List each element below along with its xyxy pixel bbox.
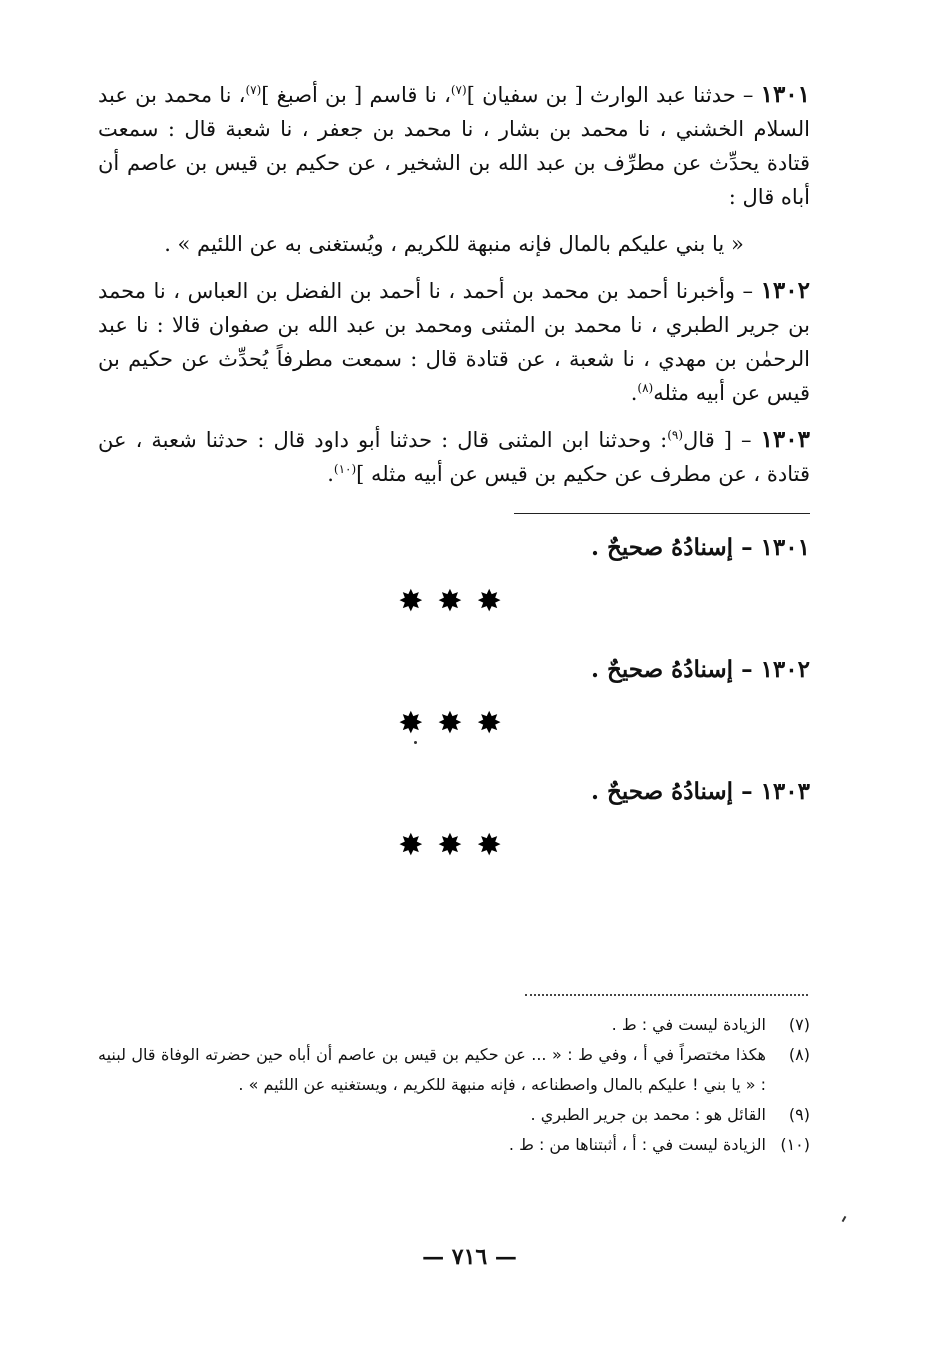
hadith-1301 xyxy=(98,78,810,214)
footnote-number: (٧) xyxy=(788,1015,810,1034)
hadith-text: – [ قال xyxy=(683,428,761,452)
footnote-ref[interactable]: (٧) xyxy=(245,83,262,97)
scan-speck xyxy=(414,741,417,744)
star-icon: ✸ xyxy=(437,584,471,619)
hadith-text: – حدثنا عبد الوارث [ بن سفيان ] xyxy=(466,83,761,107)
hadith-text: : وحدثنا ابن المثنى قال : حدثنا أبو داود قال : حدثنا شعبة ، عن قتادة ، عن مطرف عن حكيم بن قيس عن أبيه مثله ] xyxy=(98,428,810,486)
footnote-number: (٨) xyxy=(788,1045,810,1064)
footnote-9 xyxy=(98,1100,810,1130)
footnote-7 xyxy=(98,1010,810,1040)
footnote-ref[interactable]: (٧) xyxy=(450,83,467,97)
star-icon: ✸ xyxy=(437,706,471,741)
page-body xyxy=(98,78,810,880)
footnote-8 xyxy=(98,1040,810,1100)
hadith-quote: « يا بني عليكم بالمال فإنه منبهة للكريم ، ويُستغنى به عن اللئيم » . xyxy=(164,232,744,256)
footnote-number: (١٠) xyxy=(780,1135,810,1154)
footnote-text: الزيادة ليست في : أ ، أثبتناها من : ط . xyxy=(508,1135,766,1154)
hadith-number: ١٣٠٢ xyxy=(760,277,810,304)
scan-speck xyxy=(842,1216,847,1222)
footnote-number: (٩) xyxy=(788,1105,810,1124)
hadith-text: ، نا قاسم [ بن أصبغ ] xyxy=(261,83,451,107)
grading-1302 xyxy=(98,650,810,690)
footnote-text: القائل هو : محمد بن جرير الطبري . xyxy=(530,1105,766,1124)
footnote-ref[interactable]: (٨) xyxy=(637,381,654,395)
footnotes xyxy=(98,1010,810,1160)
grading-text: – إسنادُهُ صحيحٌ . xyxy=(590,656,761,683)
footnote-ref[interactable]: (٩) xyxy=(667,428,684,442)
hadith-text: – وأخبرنا أحمد بن محمد بن أحمد ، نا أحمد بن الفضل بن العباس ، نا محمد بن جرير الطبري ، نا محمد بن المثنى ومحمد بن عبد الله بن صفوان قالا : نا عبد الرحمٰن بن مهدي ، نا شعبة ، عن قتادة قال : سمعت مطرفاً يُحدِّث عن حكيم بن قيس عن أبيه مثله xyxy=(98,279,810,405)
hadith-number: ١٣٠٣ xyxy=(760,426,810,453)
grading-text: – إسنادُهُ صحيحٌ . xyxy=(590,534,761,561)
star-icon: ✸ xyxy=(398,706,432,741)
star-icon: ✸ xyxy=(437,828,471,863)
footnote-10 xyxy=(98,1130,810,1160)
star-icon: ✸ xyxy=(398,828,432,863)
star-icon: ✸ xyxy=(476,584,510,619)
star-separator xyxy=(98,690,810,758)
grading-number: ١٣٠٢ xyxy=(760,656,810,683)
hadith-1303 xyxy=(98,423,810,491)
hadith-text: ، نا محمد بن عبد السلام الخشني ، نا محمد بن بشار ، نا محمد بن جعفر ، نا شعبة قال : سمعت قتادة يحدِّث عن مطرِّف بن عبد الله بن الشخير ، عن حكيم بن قيس بن عاصم أن أباه قال : xyxy=(98,83,810,209)
star-separator xyxy=(98,812,810,880)
grading-1301 xyxy=(98,528,810,568)
hadith-number: ١٣٠١ xyxy=(760,81,811,108)
grading-1303 xyxy=(98,772,810,812)
section-divider xyxy=(514,513,810,514)
page-number: — ٧١٦ — xyxy=(422,1244,517,1270)
grading-text: – إسنادُهُ صحيحٌ . xyxy=(590,778,761,805)
grading-number: ١٣٠١ xyxy=(760,534,810,561)
star-separator xyxy=(98,568,810,636)
star-icon: ✸ xyxy=(398,584,432,619)
footnote-ref[interactable]: (١٠) xyxy=(333,462,357,476)
hadith-text: . xyxy=(327,462,334,486)
star-icon: ✸ xyxy=(476,706,510,741)
footnote-text: الزيادة ليست في : ط . xyxy=(611,1015,766,1034)
hadith-text: . xyxy=(630,381,638,405)
footnote-text: هكذا مختصراً في أ ، وفي ط : « ... عن حكيم بن قيس بن عاصم أن أباه حين حضرته الوفاة قال لبنيه : « يا بني ! عليكم بالمال واصطناعه ، فإنه منبهة للكريم ، ويستغنيه عن اللئيم » . xyxy=(98,1045,766,1094)
hadith-1302 xyxy=(98,274,810,410)
grading-number: ١٣٠٣ xyxy=(760,778,810,805)
footnote-separator xyxy=(525,994,808,996)
star-icon: ✸ xyxy=(476,828,510,863)
